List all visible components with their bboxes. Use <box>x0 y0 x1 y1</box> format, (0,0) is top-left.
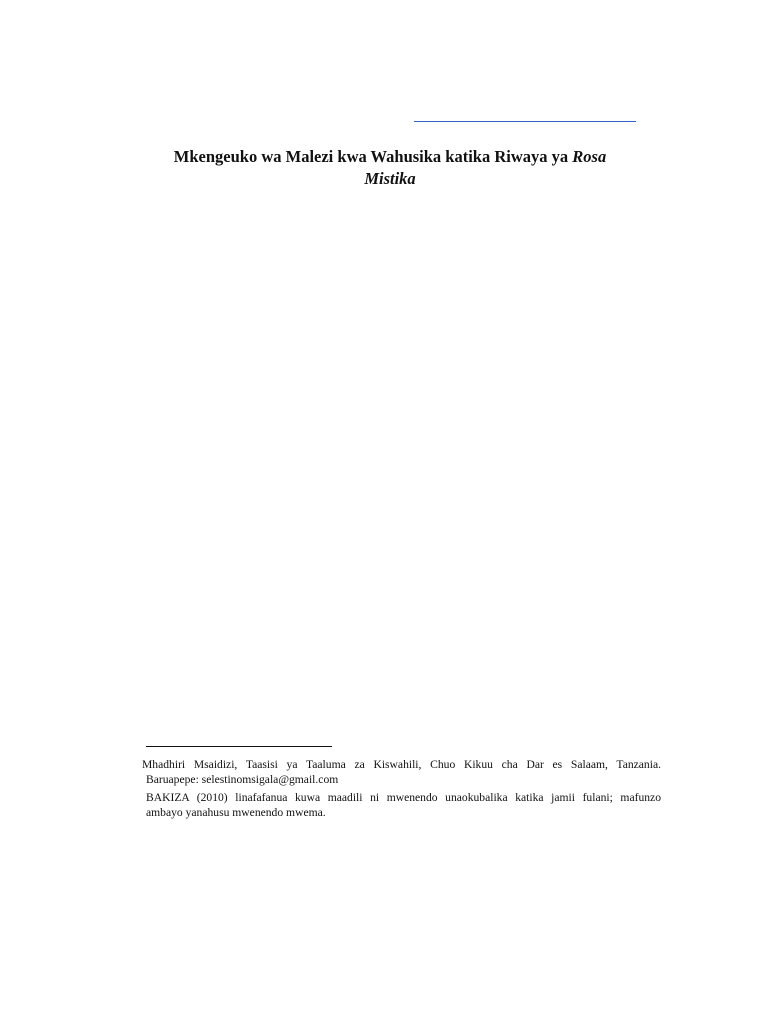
document-title <box>150 146 630 190</box>
footnote-1 <box>142 757 661 787</box>
footnote-1-line-1: Mhadhiri Msaidizi, Taasisi ya Taaluma za Kiswahili, Chuo Kikuu cha Dar es Salaam, Tanzania. <box>142 758 661 771</box>
title-italic-mistika: Mistika <box>364 169 416 188</box>
footnote-2-line-2: ambayo yanahusu mwenendo mwema. <box>146 806 326 819</box>
title-text: Mkengeuko wa Malezi kwa Wahusika katika Riwaya ya <box>173 147 573 166</box>
footnote-1-line-2: Baruapepe: selestinomsigala@gmail.com <box>146 773 339 786</box>
top-link-rule <box>414 121 636 122</box>
footnote-2 <box>142 790 661 820</box>
title-italic-rosa: Rosa <box>572 147 607 166</box>
footnotes <box>142 757 661 823</box>
footnote-2-line-1: BAKIZA (2010) linafafanua kuwa maadili ni mwenendo unaokubalika katika jamii fulani; mafunzo <box>146 791 661 804</box>
footnote-separator <box>146 746 332 747</box>
